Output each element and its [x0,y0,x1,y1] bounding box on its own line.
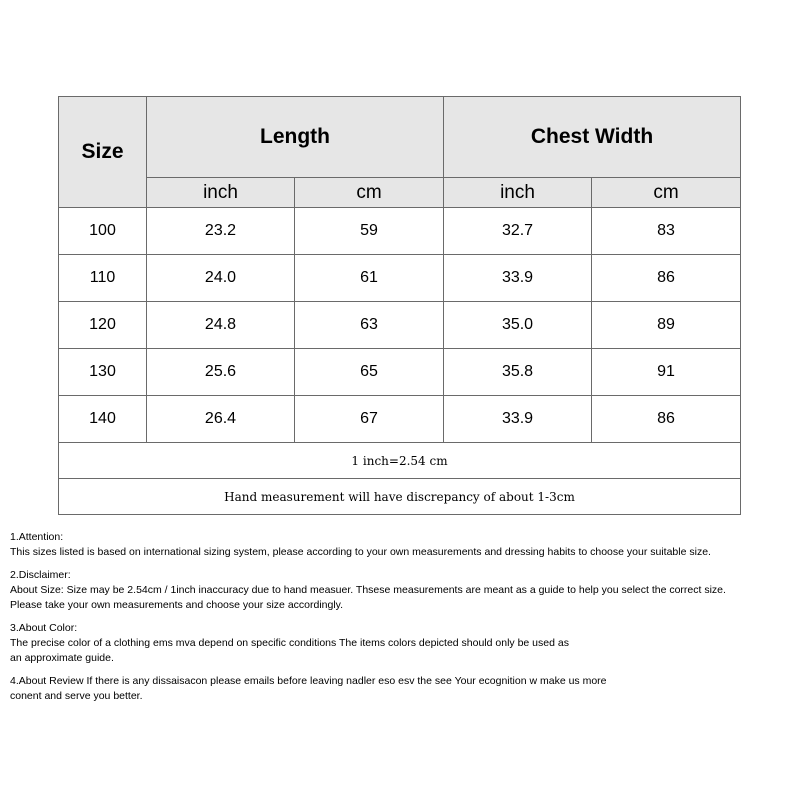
cell-length-cm: 65 [295,349,444,396]
cell-length-inch: 24.8 [147,302,295,349]
cell-length-inch: 25.6 [147,349,295,396]
cell-length-cm: 67 [295,396,444,443]
cell-size: 130 [59,349,147,396]
header-chest-width: Chest Width [444,97,741,178]
cell-chest-cm: 86 [592,255,741,302]
note-line: 4.About Review If there is any dissaisacon please emails before leaving nadler eso esv the see Your ecognition w make us more [10,675,607,687]
cell-chest-inch: 33.9 [444,255,592,302]
note-about-color [10,621,798,666]
cell-chest-inch: 35.8 [444,349,592,396]
note-line: Please take your own measurements and choose your size accordingly. [10,599,344,611]
table-row [59,208,741,255]
note-title: 1.Attention: [10,531,64,543]
table-row [59,396,741,443]
note-disclaimer [10,568,798,613]
table-row [59,255,741,302]
note-line: conent and serve you better. [10,690,143,702]
header-row [59,97,741,178]
cell-size: 120 [59,302,147,349]
cell-chest-inch: 33.9 [444,396,592,443]
unit-chest-cm: cm [592,178,741,208]
cell-chest-cm: 86 [592,396,741,443]
cell-length-inch: 26.4 [147,396,295,443]
cell-size: 110 [59,255,147,302]
conversion-note: 1 inch=2.54 cm [59,443,741,479]
note-line: About Size: Size may be 2.54cm / 1inch inaccuracy due to hand measuer. Thsese measurements are meant as a guide to help you select the correct size. [10,584,726,596]
header-size: Size [59,97,147,208]
discrepancy-note: Hand measurement will have discrepancy of about 1-3cm [59,479,741,515]
conversion-row [59,443,741,479]
discrepancy-row [59,479,741,515]
table-row [59,349,741,396]
notes-section [10,530,798,712]
cell-chest-cm: 89 [592,302,741,349]
unit-chest-inch: inch [444,178,592,208]
cell-length-inch: 23.2 [147,208,295,255]
header-length: Length [147,97,444,178]
cell-length-inch: 24.0 [147,255,295,302]
cell-chest-inch: 35.0 [444,302,592,349]
note-line: The precise color of a clothing ems mva depend on specific conditions The items colors depicted should only be used as [10,637,569,649]
cell-length-cm: 61 [295,255,444,302]
cell-length-cm: 59 [295,208,444,255]
note-line: This sizes listed is based on international sizing system, please according to your own measurements and dressing habits to choose your suitable size. [10,546,711,558]
unit-length-cm: cm [295,178,444,208]
unit-length-inch: inch [147,178,295,208]
unit-row [59,178,741,208]
cell-chest-cm: 91 [592,349,741,396]
note-about-review [10,674,798,704]
note-title: 2.Disclaimer: [10,569,71,581]
cell-length-cm: 63 [295,302,444,349]
note-title: 3.About Color: [10,622,78,634]
cell-size: 140 [59,396,147,443]
note-line: an approximate guide. [10,652,114,664]
size-chart-table [58,96,741,515]
cell-chest-cm: 83 [592,208,741,255]
table-row [59,302,741,349]
cell-chest-inch: 32.7 [444,208,592,255]
note-attention [10,530,798,560]
cell-size: 100 [59,208,147,255]
